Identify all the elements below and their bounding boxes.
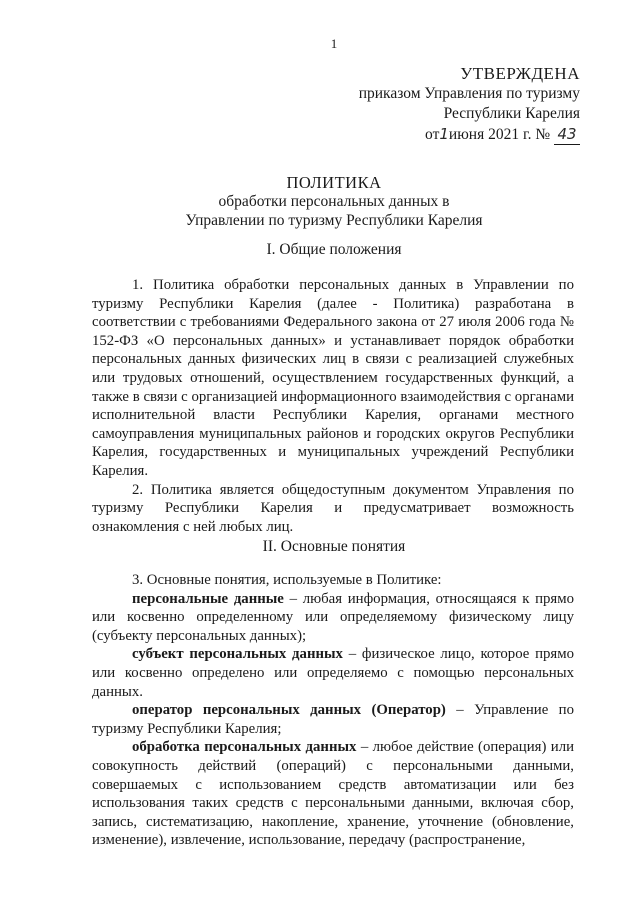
section-concepts-body	[92, 571, 574, 850]
title-main: ПОЛИТИКА	[286, 173, 382, 192]
term-text: – Управление по туризму Республики Карелия;	[92, 702, 574, 737]
term-definition	[92, 645, 574, 701]
paragraph-2: 2. Политика является общедоступным документом Управления по туризму Республики Карелия и предусматривает возможность ознакомления с ней любых лиц.	[92, 481, 574, 535]
page-number: 1	[330, 36, 338, 51]
section-heading-concepts: II. Основные понятия	[262, 538, 406, 555]
term-text: – любая информация, относящаяся к прямо или косвенно определенному или определяемому физическому лицу (субъекту персональных данных);	[92, 590, 574, 644]
approval-line-order: приказом Управления по туризму	[358, 85, 580, 102]
approval-date-rest: июня 2021 г. №	[448, 126, 551, 143]
term-text: – физическое лицо, которое прямо или косвенно определено или определяемо с помощью персональных данных.	[92, 646, 574, 700]
term-definition	[92, 738, 574, 850]
term-name: персональные данные	[132, 590, 284, 607]
approval-stamp	[359, 64, 580, 145]
approval-heading: УТВЕРЖДЕНА	[460, 64, 580, 83]
term-text: – любое действие (операция) или совокупность действий (операций) с персональными данными, совершаемых с использованием средств автоматизации или без использования таких средств с персональными данными, включая сбор, запись, систематизацию, накопление, хранение, уточнение (обновление, изменение), извлечение, использование, передачу (распространение,	[92, 739, 574, 849]
term-name: субъект персональных данных	[132, 646, 343, 663]
term-name: обработка персональных данных	[132, 739, 357, 756]
paragraph-1: 1. Политика обработки персональных данных в Управлении по туризму Республики Карелия (далее - Политика) разработана в соответствии с требованиями Федерального закона от 27 июля 2006 года № 152-ФЗ «О персональных данных» и устанавливает порядок обработки персональных данных физических лиц в связи с реализацией служебных или трудовых отношений, осуществлением государственных функций, а также в связи с организацией информационного взаимодействия с органами исполнительной власти Республики Карелия, органами местного самоуправления муниципальных районов и городских округов Республики Карелия, государственных и муниципальных учреждений Республики Карелия.	[92, 277, 574, 479]
title-subtitle-1: обработки персональных данных в	[218, 193, 450, 210]
approval-date-line	[359, 124, 580, 145]
term-definition	[92, 701, 574, 738]
approval-order-number: 43	[554, 124, 580, 145]
paragraph-3-intro: 3. Основные понятия, используемые в Политике:	[132, 572, 442, 588]
title-subtitle-2: Управлении по туризму Республики Карелия	[185, 212, 483, 229]
term-definition	[92, 590, 574, 646]
section-general-body	[92, 276, 574, 536]
approval-date-prefix: от	[425, 126, 440, 143]
approval-date-day: 1	[439, 125, 449, 143]
section-heading-general: I. Общие положения	[266, 241, 402, 258]
document-title	[60, 173, 608, 230]
term-name: оператор персональных данных (Оператор)	[132, 702, 446, 719]
approval-line-region: Республики Карелия	[443, 105, 580, 122]
